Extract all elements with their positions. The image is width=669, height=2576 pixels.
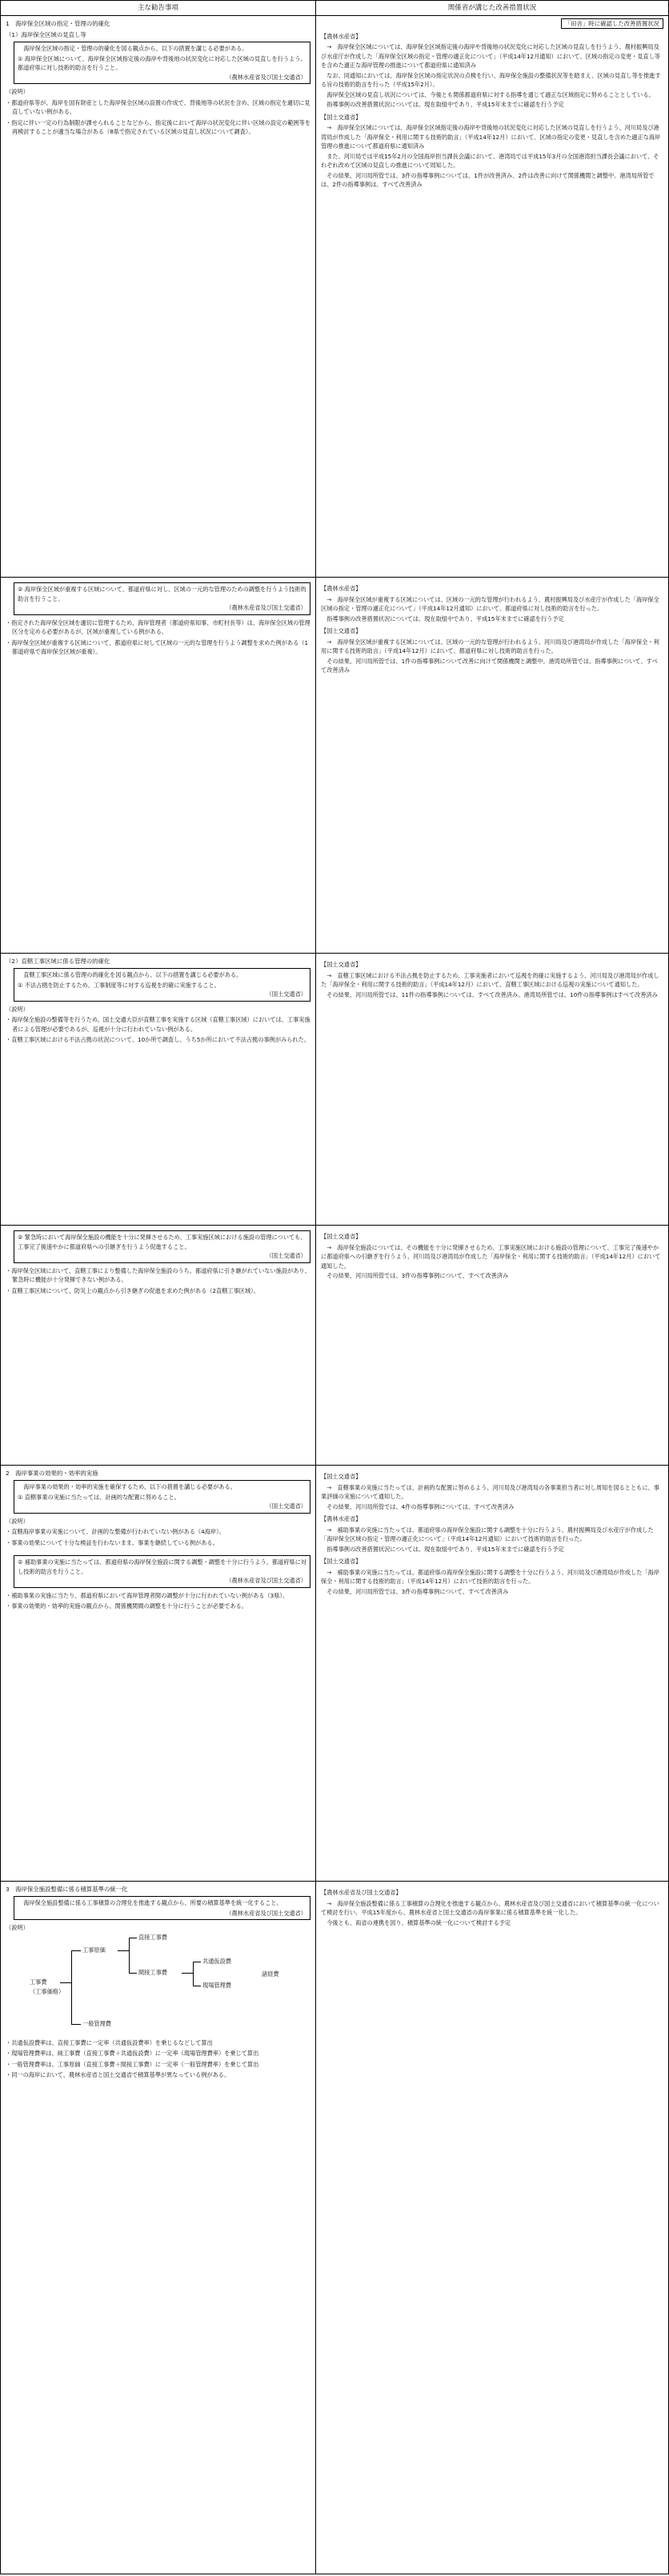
note-item: ・指定された海岸保全区域を適切に管理するため、海岸管理者（都道府県知事、市町村長等）は、海岸保全区域の管理区分を定める必要があるが、区域が重複している例がある。 bbox=[6, 618, 310, 635]
ministry-label: 【国土交通省】 bbox=[321, 1473, 362, 1480]
recommendation-cell bbox=[1, 954, 316, 1225]
header-left-title: 主な勧告事項 bbox=[1, 1, 316, 15]
cost-structure-diagram bbox=[30, 1933, 310, 2034]
box-text: 海岸保全施設整備に係る工事積算の合理化を推進する観点から、所要の積算基準を統一化すること。 bbox=[23, 1899, 282, 1906]
diagram-connector bbox=[71, 1950, 72, 2024]
status-paragraph: → 直轄工事区域における不法占拠を防止するため、工事実施者において巡視を的確に実施するよう、河川局及び港湾局が作成した「海岸保全・利用に関する技術的助言」（平成14年12月）において、直轄工事区域における巡視の実施について通知した。 bbox=[321, 971, 659, 988]
recommendation-cell bbox=[1, 16, 316, 577]
box-source: （国土交通省） bbox=[266, 1502, 306, 1510]
diagram-node: 間接工事費 bbox=[138, 1968, 167, 1976]
note-item: ・事業の効果的・効率的実施の観点から、関係機関間の調整を十分に行うことが必要である。 bbox=[6, 1602, 247, 1610]
diagram-connector bbox=[118, 1950, 129, 1951]
note-item: ・直轄海岸事業の実施について、計画的な整備が行われていない例がある（4海岸）。 bbox=[6, 1528, 225, 1535]
status-paragraph: → 海岸保全施設については、その機能を十分に発揮させるため、工事実施区域における施設の管理について、工事完了後速やかに都道府県への引継ぎを行うよう、河川局及び港湾局が作成した「海岸保全・利用に関する技術的助言」（平成14年12月）において通知した。 bbox=[321, 1243, 661, 1270]
note-label: （説明） bbox=[6, 1005, 29, 1013]
diagram-connector bbox=[193, 1962, 194, 1986]
ministry-label: 【農林水産省】 bbox=[321, 585, 362, 592]
note-item: ・直轄工事区域について、防災上の観点から引き継ぎの促進を求めた例がある（2直轄工事区域）。 bbox=[6, 1286, 259, 1294]
note-label: （説明） bbox=[6, 88, 29, 95]
note-item: ・事業の効果について十分な検証を行わないまま、事業を継続している例がある。 bbox=[6, 1538, 218, 1546]
status-paragraph: → 海岸保全区域が重複する区域については、区域の一元的な管理が行われるよう、農村振興局及び水産庁が作成した「海岸保全区域の指定・管理の適正化について」（平成14年12月通知）において、都道府県に対し技術的助言を行った。 bbox=[321, 595, 659, 612]
status-paragraph: → 海岸保全区域については、海岸保全区域指定後の海岸や背後地の状況変化に対応した区域の見直しを行うよう、農村振興局及び水産庁が作成した「海岸保全区域の指定・管理の適正化について」（平成14年12月通知）において、区域の指定の変更・見直し等を含めた適正な海岸管理の推進について都道府県に通知済み bbox=[321, 43, 661, 69]
ministry-label: 【国土交通省】 bbox=[321, 1233, 362, 1240]
recommendation-cell bbox=[1, 1882, 316, 2574]
table-header bbox=[1, 1, 668, 16]
status-cell bbox=[316, 16, 668, 577]
status-tag: 「田舎」時に確認した改善措置状況 bbox=[561, 18, 663, 29]
table-row bbox=[1, 954, 668, 1226]
diagram-connector bbox=[182, 1973, 193, 1974]
diagram-node: 諸経費 bbox=[262, 1970, 279, 1978]
status-paragraph: → 海岸保全施設整備に係る工事積算の合理化を推進する観点から、農林水産省及び国土交通省において積算基準の統一化について検討を行い、平成15年度から、農林水産省と国土交通省の海岸事業に係る積算基準を統一化した。 bbox=[321, 1899, 659, 1916]
status-paragraph: → 海岸保全区域が重複する区域については、区域の一元的な管理が行われるよう、河川局及び港湾局が作成した「海岸保全・利用に関する技術的助言」（平成14年12月）において、都道府県に対し技術的助言を行った。 bbox=[321, 638, 659, 654]
status-cell bbox=[316, 578, 668, 953]
recommendation-cell bbox=[1, 1466, 316, 1881]
box-intro: 海岸保全区域の指定・管理の的確化を図る観点から、以下の措置を講じる必要がある。 bbox=[23, 45, 248, 52]
status-paragraph: なお、同通知においては、海岸保全区域の指定状況の点検を行い、海岸保全施設の整備状況等を踏まえ、区域の見直し等を推進する旨の技術的助言を行った（平成15年2月）。 bbox=[321, 71, 661, 88]
item-number: ① bbox=[18, 1493, 23, 1501]
ministry-label: 【農林水産省】 bbox=[321, 32, 362, 40]
diagram-node-root: 工事費 bbox=[30, 1978, 47, 1986]
status-paragraph: その結果、河川局所管では、3件の指導事例について、すべて改善済み bbox=[326, 1272, 509, 1279]
recommendation-box bbox=[14, 1480, 310, 1514]
note-item: ・海岸保全施設の整備等を行うため、国土交通大臣が直轄工事を実施する区域（直轄工事区域）においては、工事実施者による管理が必要であるが、巡視が十分に行われていない例がある。 bbox=[6, 1016, 310, 1033]
recommendation-box bbox=[14, 1230, 310, 1263]
table-row bbox=[1, 1882, 668, 2574]
subsection-title: （2）直轄工事区域に係る管理の的確化 bbox=[6, 958, 110, 965]
item-number: ① bbox=[18, 54, 23, 62]
diagram-connector bbox=[71, 1950, 81, 1951]
status-paragraph: 今後とも、両省の連携を図り、積算基準の統一化について検討する予定 bbox=[326, 1918, 511, 1926]
box-text: 不法占拠を防止するため、工事制度等に対する巡視を的確に実施すること。 bbox=[24, 981, 220, 989]
item-number: ② bbox=[18, 1234, 23, 1241]
note-item: ・現場管理費率は、純工事費（直接工事費＋共通仮設費）に一定率（現場管理費率）を乗じて算出 bbox=[6, 2050, 259, 2057]
status-paragraph: その結果、河川局所管では、3件の指導事例について、すべて改善済み bbox=[326, 1587, 509, 1595]
note-item: ・同一の海岸において、農林水産省と国土交通省で積算基準が異なっている例がある。 bbox=[6, 2071, 230, 2078]
recommendation-box bbox=[14, 42, 310, 84]
diagram-node: 共通仮設費 bbox=[202, 1957, 231, 1965]
note-item: ・都道府県等が、海岸を国有財産とした海岸保全区域の設置の作成で、背後地等の状況を含め、区域の指定を適切に見直していない例がある。 bbox=[6, 98, 310, 115]
diagram-node-root-sub: （工事価格） bbox=[30, 1987, 65, 1995]
subsection-title: （1）海岸保全区域の見直し等 bbox=[6, 31, 86, 38]
box-text: 直轄事業の実施に当たっては、計画的な配置に努めること。 bbox=[24, 1493, 180, 1501]
section-title: 1 海岸保全区域の指定・管理の的確化 bbox=[6, 20, 110, 27]
diagram-node: 現場管理費 bbox=[202, 1981, 231, 1989]
status-paragraph: その結果、河川局所管では、11件の指導事例については、すべて改善済み。港湾局所管では、10件の指導事例はすべて改善済み bbox=[326, 990, 658, 998]
box-source: （国土交通省） bbox=[266, 990, 306, 998]
item-number: ① bbox=[18, 981, 23, 989]
box-source: （農林水産省及び国土交通省） bbox=[226, 1577, 306, 1584]
note-item: ・直轄工事区域における不法占拠の状況について、10か所で調査し、うち5か所において不法占拠の事例がみられた。 bbox=[6, 1036, 310, 1043]
diagram-connector bbox=[60, 1982, 71, 1983]
section-title: 2 海岸事業の効果的・効率的実施 bbox=[6, 1470, 98, 1477]
box-source: （農林水産省及び国土交通省） bbox=[226, 1909, 306, 1917]
status-paragraph: → 海岸保全区域については、海岸保全区域指定後の海岸や背後地の状況変化に対応した区域の見直しを行うよう、河川局及び港湾局が作成した「海岸保全・利用に関する技術的助言」（平成14年12月）において、区域の指定の変更・見直しを含めた適正な海岸管理の推進について都道府県に通知済み bbox=[321, 124, 661, 150]
ministry-label: 【国土交通省】 bbox=[321, 627, 362, 634]
recommendation-cell bbox=[1, 578, 316, 953]
table-row bbox=[1, 1466, 668, 1882]
status-paragraph: その結果、河川局所管では、3件の指導事例については、1件が改善済み、2件は改善に向けて関係機関と調整中。港湾局所管では、2件の指導事例は、すべて改善済み bbox=[321, 171, 655, 188]
status-cell bbox=[316, 1466, 668, 1881]
diagram-node: 直接工事費 bbox=[138, 1933, 167, 1941]
note-label: （説明） bbox=[6, 1517, 29, 1525]
box-source: （農林水産省及び国土交通省） bbox=[226, 604, 306, 611]
note-item: ・一般管理費率は、工事原価（直接工事費＋間接工事費）に一定率（一般管理費率）を乗じて算出 bbox=[6, 2060, 259, 2068]
header-right-title: 関係省が講じた改善措置状況 bbox=[447, 4, 537, 12]
note-label: （説明） bbox=[6, 1924, 29, 1931]
ministry-label: 【農林水産省及び国土交通省】 bbox=[321, 1889, 402, 1896]
recommendation-box bbox=[14, 582, 310, 615]
box-text: 補助事業の実施に当たっては、都道府県の海岸保全施設に関する調整・調整を十分に行うよう、都道府県に対し技術的助言を行うこと。 bbox=[18, 1558, 306, 1575]
status-cell bbox=[316, 1226, 668, 1465]
recommendation-box bbox=[14, 1555, 310, 1588]
section-title: 3 海岸保全施設整備に係る積算基準の統一化 bbox=[6, 1886, 128, 1893]
diagram-node: 一般管理費 bbox=[82, 2019, 111, 2027]
recommendation-cell bbox=[1, 1226, 316, 1465]
recommendation-box bbox=[14, 1896, 310, 1920]
table-row bbox=[1, 578, 668, 954]
status-paragraph: 指導事例の改善措置状況については、現在取組中であり、平成15年末までに確認を行う予定 bbox=[326, 101, 564, 108]
note-item: ・海岸保全区域が重複する区域について、都道府県に対して区域の一元的な管理を行うよう調整を求めた例がある（1都道府県で海岸保全区域が重複）。 bbox=[6, 638, 309, 655]
note-item: ・共通仮設費率は、直接工事費に一定率（共通仮設費率）を乗じるなどして算出 bbox=[6, 2038, 213, 2046]
box-text: 海岸保全区域が重複する区域について、都道府県に対し、区域の一元的な管理のための調整を行うよう技術的助言を行うこと。 bbox=[18, 586, 306, 602]
note-item: ・海岸保全区域において、直轄工事により整備した海岸保全施設のうち、都道府県に引き継がれていない施設があり、緊急時に機能が十分発揮できない例がある。 bbox=[6, 1266, 310, 1283]
ministry-label: 【国土交通省】 bbox=[321, 1558, 362, 1565]
box-text: 海岸保全区域について、海岸保全区域指定後の海岸や背後地の状況変化に対応した区域の見直しを行うよう、都道府県に対し技術的助言を行うこと。 bbox=[18, 54, 306, 71]
status-cell bbox=[316, 954, 668, 1225]
item-number: ② bbox=[18, 1558, 23, 1566]
diagram-node: 工事原価 bbox=[82, 1946, 106, 1954]
box-source: （農林水産省及び国土交通省） bbox=[226, 73, 306, 81]
status-paragraph: 海岸保全区域の見直し状況については、今後とも関係都道府県に対する指導を通じて適正な区域指定に努めることとしている。 bbox=[326, 90, 655, 98]
box-text: 緊急時において海岸保全施設の機能を十分に発揮させるため、工事実施区域における施設の管理についても、工事完了後速やかに都道府県への引継ぎを行うよう促進すること。 bbox=[18, 1234, 306, 1250]
table-row bbox=[1, 16, 668, 578]
status-cell bbox=[316, 1882, 668, 2574]
diagram-connector bbox=[129, 1973, 137, 1974]
status-paragraph: また、河川局では平成15年2月の全国海岸担当課長会議において、港湾局では平成15年3月の全国港湾担当課長会議において、それぞれ改めて区域の見直しの推進について周知した。 bbox=[321, 152, 659, 169]
status-paragraph: → 補助事業の実施に当たっては、都道府県の海岸保全施設に関する調整を十分に行うよう、農村振興局及び水産庁が作成した「海岸保全区域の指定・管理の適正化について」（平成14年12月通知）において技術的助言を行った。 bbox=[321, 1526, 654, 1542]
ministry-label: 【国土交通省】 bbox=[321, 961, 362, 968]
note-item: ・指定に伴い一定の行為制限が課せられることなどから、指定後において海岸の状況変化に伴い区域の設定の範囲等を再検討することが適当な場合がある（8県で指定されている区域の見直し状況について調査）。 bbox=[6, 118, 310, 135]
ministry-label: 【農林水産省】 bbox=[321, 1515, 362, 1522]
box-intro: 海岸事業の効果的・効率的実施を確保するため、以下の措置を講じる必要がある。 bbox=[23, 1483, 236, 1490]
note-item: ・補助事業の実施に当たり、都道府県において海岸管理者間の調整が十分に行われていない例がある（3県）。 bbox=[6, 1591, 289, 1599]
table-row bbox=[1, 1226, 668, 1466]
diagram-connector bbox=[129, 1938, 130, 1973]
status-paragraph: その結果、河川局所管では、1件の指導事例について改善に向けて関係機関と調整中。港湾局所管では、指導事例について、すべて改善済み bbox=[321, 657, 658, 674]
diagram-connector bbox=[71, 2024, 81, 2025]
status-paragraph: 指導事例の改善措置状況については、現在取組中であり、平成15年末までに確認を行う予定 bbox=[326, 1545, 564, 1553]
item-number: ② bbox=[18, 586, 23, 593]
recommendation-box bbox=[14, 968, 310, 1002]
ministry-label: 【国土交通省】 bbox=[321, 113, 362, 121]
status-paragraph: 指導事例の改善措置状況については、現在取組中であり、平成15年末までに確認を行う予定 bbox=[326, 614, 564, 622]
status-paragraph: → 補助事業の実施に当たっては、都道府県の海岸保全施設に関する調整を十分に行うよう、河川局及び港湾局が作成した「海岸保全・利用に関する技術的助言」（平成14年12月）において技術的助言を行った。 bbox=[321, 1568, 659, 1585]
box-source: （国土交通省） bbox=[266, 1252, 306, 1259]
status-paragraph: その結果、河川局所管では、4件の指導事例については、すべて改善済み bbox=[326, 1502, 515, 1510]
status-paragraph: → 直轄事業の実施に当たっては、計画的な配置に努めるよう、河川局及び港湾局の各事業担当者に対し周知を図るとともに、事業評価の実施について通知した。 bbox=[321, 1483, 659, 1500]
box-intro: 直轄工事区域に係る管理の的確化を図る観点から、以下の措置を講じる必要がある。 bbox=[23, 971, 242, 978]
